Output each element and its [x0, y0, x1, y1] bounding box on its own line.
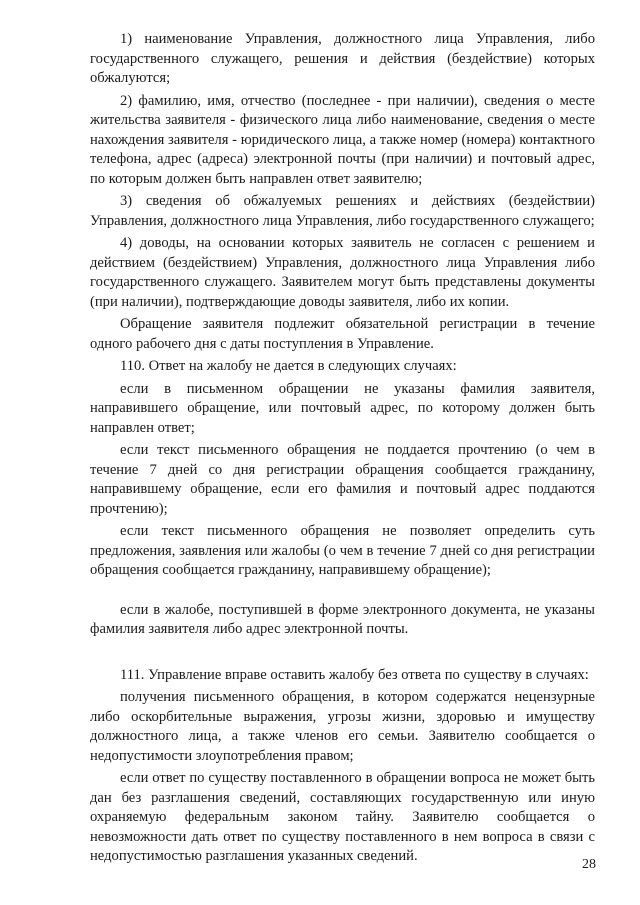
- paragraph-no-surname: если в письменном обращении не указаны фамилия заявителя, направившего обращение, или почтовый адрес, по которому должен быть направлен ответ;: [90, 380, 595, 436]
- paragraph-item-3: 3) сведения об обжалуемых решениях и действиях (бездействии) Управления, должностного лица Управления, либо государственного служащего;: [90, 193, 595, 229]
- paragraph-registration: Обращение заявителя подлежит обязательной регистрации в течение одного рабочего дня с даты поступления в Управление.: [90, 316, 595, 352]
- paragraph-electronic: если в жалобе, поступившей в форме электронного документа, не указаны фамилия заявителя либо адрес электронной почты.: [90, 601, 595, 637]
- document-page: [90, 30, 595, 870]
- paragraph-obscene: получения письменного обращения, в котором содержатся нецензурные либо оскорбительные выражения, угрозы жизни, здоровью и имуществу должностного лица, а также членов его семьи. Заявителю сообщается о недопустимости злоупотребления правом;: [90, 689, 595, 764]
- page-number: 28: [582, 857, 596, 872]
- paragraph-item-1: 1) наименование Управления, должностного лица Управления, либо государственного служащего, решения и действия (бездействие) которых обжалуются;: [90, 31, 595, 86]
- paragraph-secret: если ответ по существу поставленного в обращении вопроса не может быть дан без разглашения сведений, составляющих государственную или иную охраняемую федеральным законом тайну. Заявителю сообщается о невозможности дать ответ по существу поставленного в нем вопроса в связи с недопустимостью разглашения указанных сведений.: [90, 770, 595, 864]
- paragraph-no-essence: если текст письменного обращения не позволяет определить суть предложения, заявления или жалобы (о чем в течение 7 дней со дня регистрации обращения сообщается гражданину, направившему обращение);: [90, 523, 595, 578]
- paragraph-item-2: 2) фамилию, имя, отчество (последнее - при наличии), сведения о месте жительства заявителя - физического лица либо наименование, сведения о месте нахождения заявителя - юридического лица, а также номер (номера) контактного телефона, адрес (адреса) электронной почты (при наличии) и почтовый адрес, по которым должен быть направлен ответ заявителю;: [90, 92, 595, 187]
- paragraph-111-heading: 111. Управление вправе оставить жалобу без ответа по существу в случаях:: [120, 666, 589, 683]
- paragraph-110-heading: 110. Ответ на жалобу не дается в следующих случаях:: [120, 358, 457, 374]
- paragraph-unreadable: если текст письменного обращения не поддается прочтению (о чем в течение 7 дней со дня регистрации обращения сообщается гражданину, направившему обращение, если его фамилия и почтовый адрес поддаются прочтению);: [90, 442, 595, 517]
- paragraph-item-4: 4) доводы, на основании которых заявитель не согласен с решением и действием (бездействием) Управления, должностного лица Управления либо государственного служащего. Заявителем могут быть представлены документы (при наличии), подтверждающие доводы заявителя, либо их копии.: [90, 235, 595, 310]
